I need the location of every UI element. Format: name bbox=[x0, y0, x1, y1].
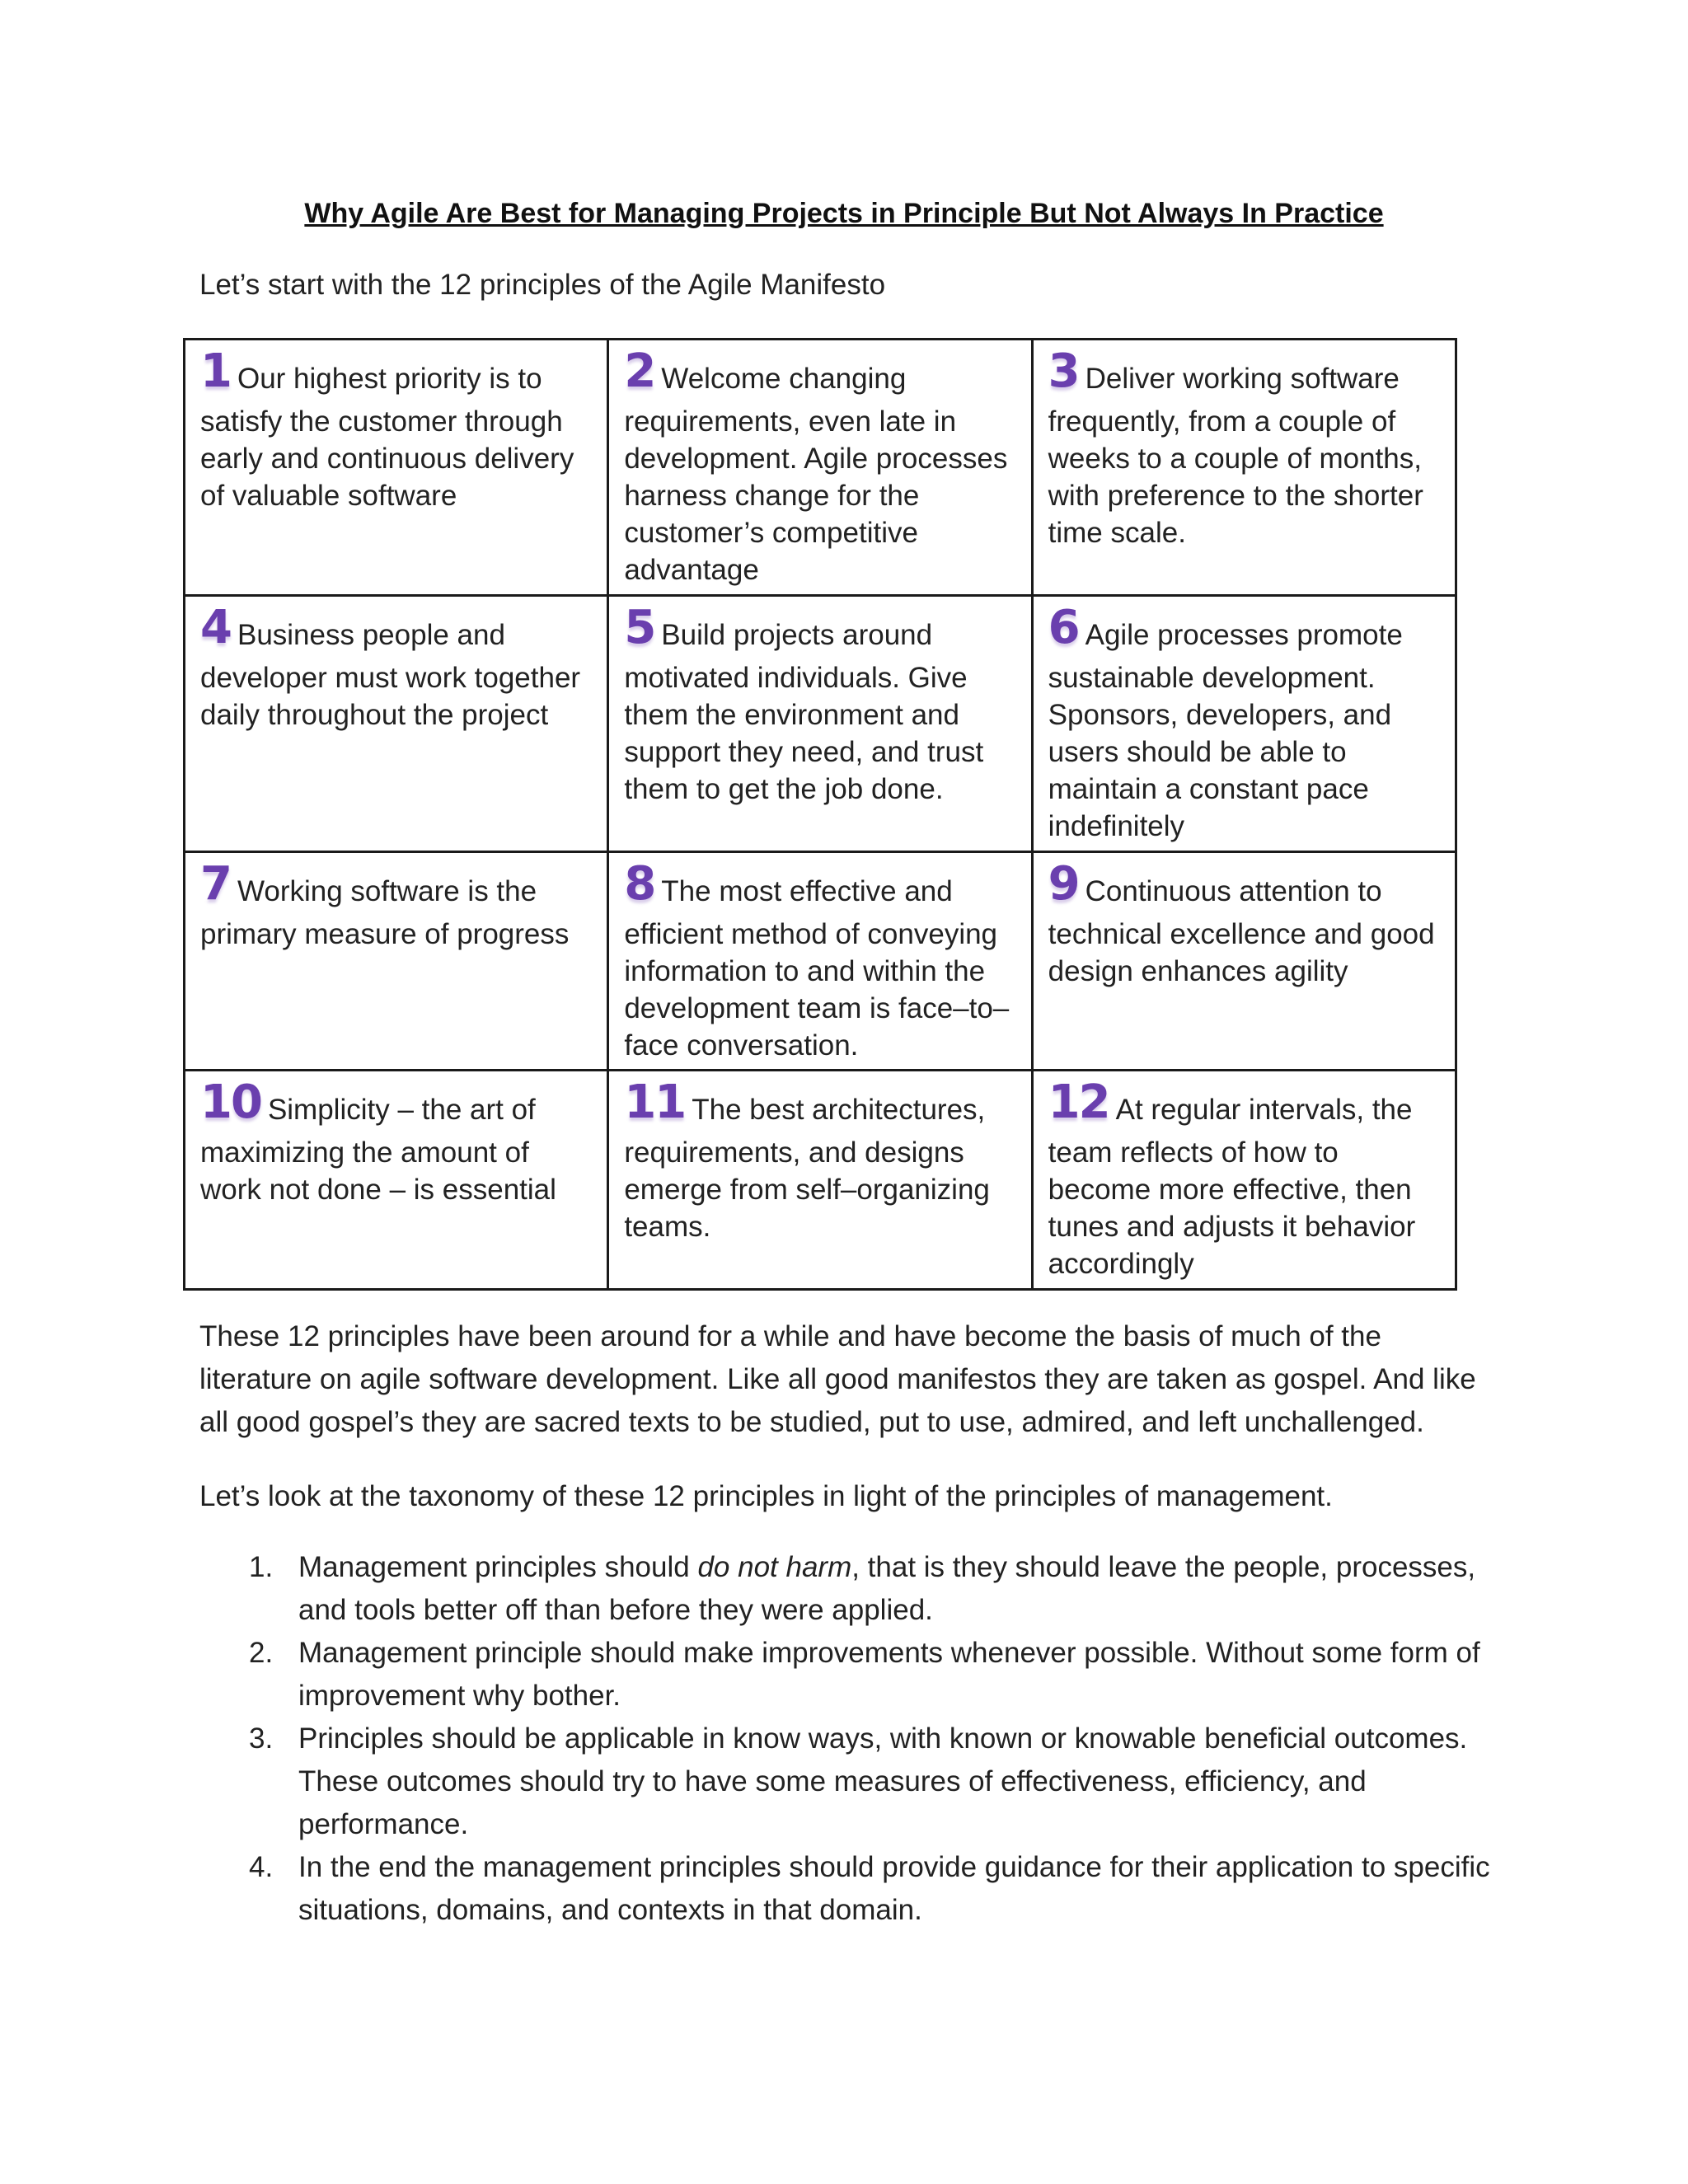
principle-number: 7 bbox=[200, 856, 231, 911]
principle-cell bbox=[608, 851, 1032, 1071]
list-number: 4. bbox=[249, 1851, 274, 1883]
principle-cell bbox=[608, 595, 1032, 851]
principle-number: 5 bbox=[624, 600, 655, 654]
principle-cell bbox=[185, 340, 608, 596]
list-item bbox=[199, 1632, 1502, 1718]
principle-lead: Our highest priority is to bbox=[237, 363, 542, 395]
list-number: 1. bbox=[249, 1551, 274, 1583]
list-text: Management principle should make improvements whenever possible. Without some form of improvement why bother. bbox=[298, 1637, 1480, 1712]
principle-number: 9 bbox=[1048, 856, 1079, 911]
principle-number: 1 bbox=[200, 344, 231, 398]
principle-cell bbox=[1032, 1071, 1456, 1290]
list-item bbox=[199, 1546, 1502, 1632]
principle-body: requirements, and designs emerge from self–organizing teams. bbox=[624, 1137, 990, 1244]
principle-number: 10 bbox=[200, 1076, 261, 1130]
principle-lead: The most effective and bbox=[661, 874, 953, 907]
list-text-after: , that is they should leave the people, processes, and tools better off than before they were applied. bbox=[298, 1551, 1476, 1626]
document-title: Why Agile Are Best for Managing Projects in Principle But Not Always In Practice bbox=[304, 198, 1384, 229]
principle-body: frequently, from a couple of weeks to a couple of months, with preference to the shorter time scale. bbox=[1048, 405, 1423, 549]
paragraph-principles-overview: These 12 principles have been around for a while and have become the basis of much of the literature on agile software development. Like all good manifestos they are taken as gospel. And like all good gospel’s they are sacred texts to be studied, put to use, admired, and left unchallenged. bbox=[199, 1320, 1476, 1438]
principle-lead: Agile processes promote bbox=[1085, 618, 1403, 651]
principle-number: 4 bbox=[200, 600, 231, 654]
paragraph-taxonomy-intro: Let’s look at the taxonomy of these 12 principles in light of the principles of management. bbox=[199, 1480, 1333, 1512]
principle-cell bbox=[185, 595, 608, 851]
principle-cell bbox=[1032, 851, 1456, 1071]
principle-number: 6 bbox=[1048, 600, 1079, 654]
principle-body: technical excellence and good design enhances agility bbox=[1048, 917, 1435, 987]
principles-table bbox=[183, 338, 1457, 1291]
principle-cell bbox=[1032, 595, 1456, 851]
list-text: Management principles should bbox=[298, 1551, 698, 1583]
principle-cell bbox=[608, 340, 1032, 596]
principle-cell bbox=[1032, 340, 1456, 596]
principle-lead: At regular intervals, the bbox=[1115, 1094, 1413, 1127]
principle-body: developer must work together daily throughout the project bbox=[200, 661, 581, 731]
principle-lead: Working software is the bbox=[237, 874, 537, 907]
principle-body: requirements, even late in development. Agile processes harness change for the customer’s competitive advantage bbox=[624, 405, 1008, 586]
list-item bbox=[199, 1846, 1502, 1932]
list-emphasis: do not harm bbox=[697, 1551, 852, 1583]
principle-number: 12 bbox=[1048, 1076, 1109, 1130]
principle-lead: Build projects around bbox=[661, 618, 933, 651]
principle-lead: The best architectures, bbox=[692, 1094, 986, 1127]
principle-lead: Simplicity – the art of bbox=[267, 1094, 536, 1127]
principle-cell bbox=[185, 851, 608, 1071]
management-principles-list bbox=[199, 1546, 1502, 1932]
principle-body: team reflects of how to become more effective, then tunes and adjusts it behavior accordingly bbox=[1048, 1137, 1416, 1281]
intro-text: Let’s start with the 12 principles of the Agile Manifesto bbox=[199, 269, 886, 301]
principle-number: 8 bbox=[624, 856, 655, 911]
list-number: 3. bbox=[249, 1722, 274, 1755]
principle-number: 2 bbox=[624, 344, 655, 398]
list-item bbox=[199, 1718, 1502, 1846]
principle-body: maximizing the amount of work not done – is essential bbox=[200, 1137, 556, 1207]
principle-body: sustainable development. Sponsors, developers, and users should be able to maintain a constant pace indefinitely bbox=[1048, 661, 1392, 842]
principle-body: efficient method of conveying information to and within the development team is face–to–face conversation. bbox=[624, 917, 1010, 1062]
principle-lead: Business people and bbox=[237, 618, 505, 651]
list-text: In the end the management principles should provide guidance for their application to specific situations, domains, and contexts in that domain. bbox=[298, 1851, 1490, 1926]
principle-body: satisfy the customer through early and continuous delivery of valuable software bbox=[200, 405, 574, 512]
principle-body: primary measure of progress bbox=[200, 917, 570, 950]
principle-cell bbox=[608, 1071, 1032, 1290]
principle-cell bbox=[185, 1071, 608, 1290]
principle-lead: Deliver working software bbox=[1085, 363, 1400, 395]
principle-lead: Continuous attention to bbox=[1085, 874, 1382, 907]
list-number: 2. bbox=[249, 1637, 274, 1669]
principle-body: motivated individuals. Give them the environment and support they need, and trust them to get the job done. bbox=[624, 661, 984, 805]
list-text: Principles should be applicable in know ways, with known or knowable beneficial outcomes. These outcomes should try to have some measures of effectiveness, efficiency, and performance. bbox=[298, 1722, 1468, 1840]
principle-lead: Welcome changing bbox=[661, 363, 907, 395]
principle-number: 3 bbox=[1048, 344, 1079, 398]
principle-number: 11 bbox=[624, 1076, 686, 1130]
